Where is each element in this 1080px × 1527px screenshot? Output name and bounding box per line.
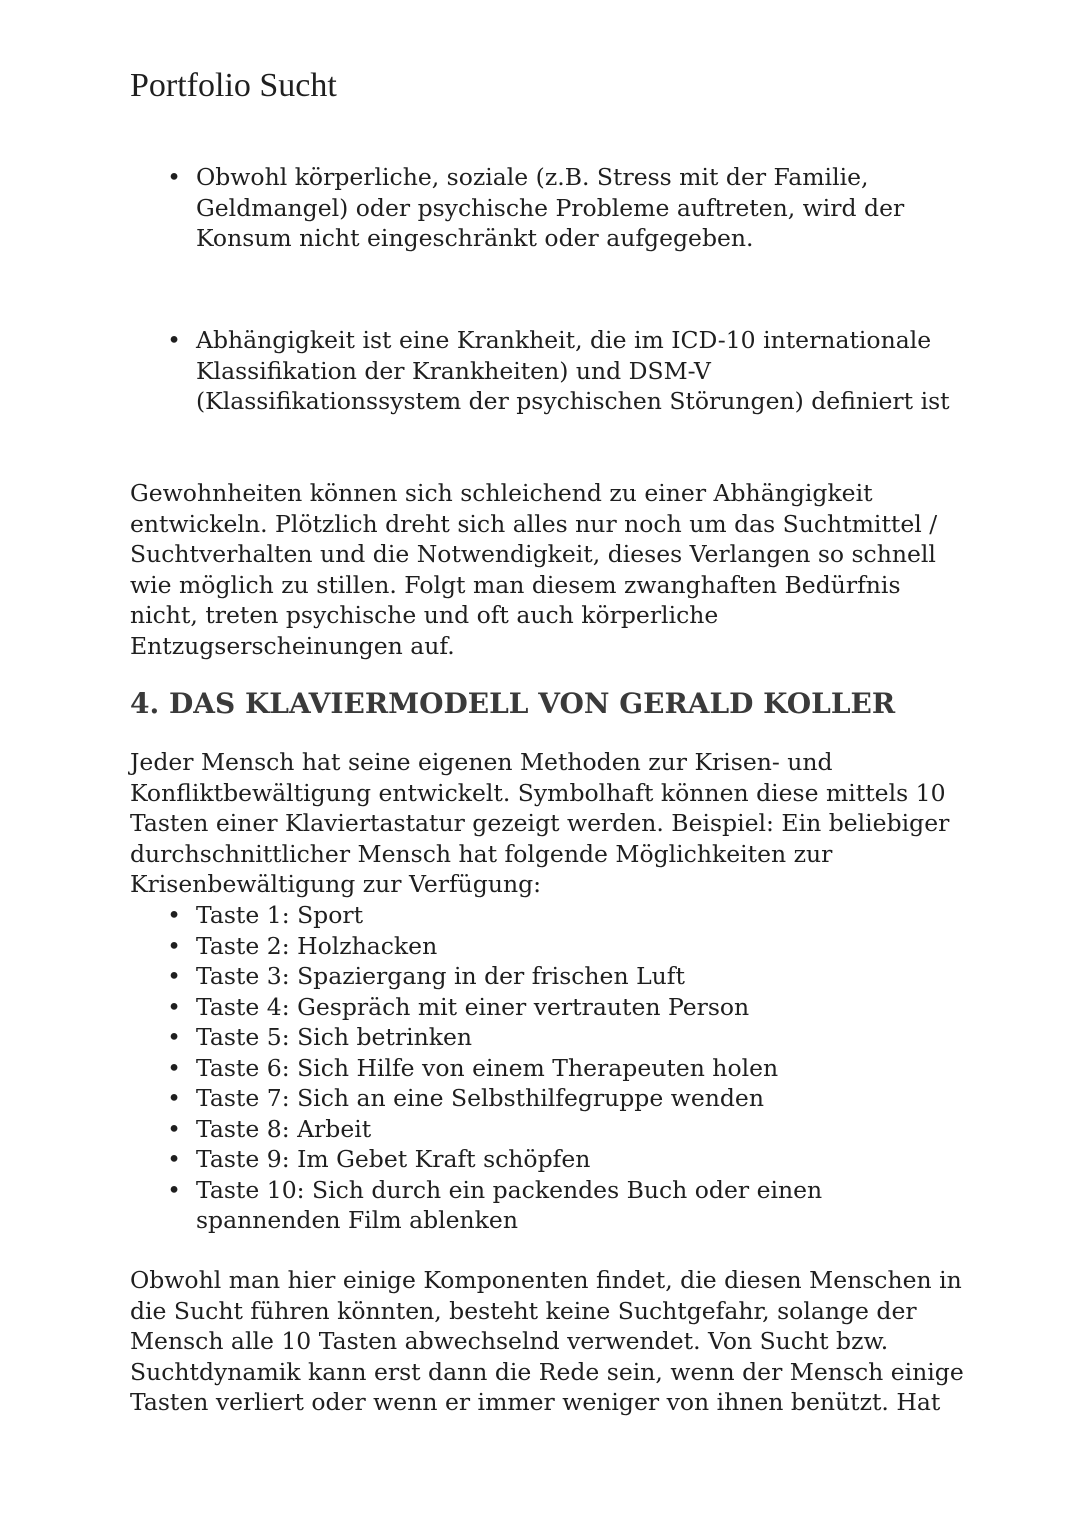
list-item [130,1114,1010,1145]
paragraph-line: Tasten verliert oder wenn er immer weniger von ihnen benützt. Hat [130,1388,941,1416]
list-item-line: Geldmangel) oder psychische Probleme auftreten, wird der [196,193,905,222]
list-item-line: Taste 10: Sich durch ein packendes Buch oder einen [196,1175,823,1204]
list-item-line: Taste 9: Im Gebet Kraft schöpfen [196,1145,591,1173]
paragraph-line: die Sucht führen könnten, besteht keine Suchtgefahr, solange der [130,1296,917,1325]
paragraph-line: nicht, treten psychische und oft auch körperliche [130,601,719,629]
list-item-line: (Klassifikationssystem der psychischen Störungen) definiert ist [196,387,950,415]
bullet-icon: • [167,1053,181,1082]
paragraph-line: Gewohnheiten können sich schleichend zu einer Abhängigkeit [130,479,873,507]
list-item [130,1053,1010,1084]
paragraph-line: wie möglich zu stillen. Folgt man diesem zwanghaften Bedürfnis [130,570,901,599]
paragraph-line: Suchtverhalten und die Notwendigkeit, dieses Verlangen so schnell [130,540,936,568]
bullet-icon: • [167,901,181,929]
list-item-line: Konsum nicht eingeschränkt oder aufgegeben. [196,224,754,252]
bullet-list-top-2 [130,325,1010,417]
paragraph-line: Krisenbewältigung zur Verfügung: [130,870,542,898]
list-item-line: Taste 2: Holzhacken [196,931,438,960]
paragraph-closing [130,1265,1030,1418]
list-item [130,1022,1010,1053]
list-item-line: Abhängigkeit ist eine Krankheit, die im ICD-10 internationale [196,326,932,354]
paragraph-line: Konfliktbewältigung entwickelt. Symbolhaft können diese mittels 10 [130,778,946,807]
list-item-line: Taste 3: Spaziergang in der frischen Luft [196,962,685,990]
list-item [130,1175,1010,1236]
bullet-icon: • [167,1114,181,1143]
bullet-list-top-1 [130,162,1010,254]
bullet-icon: • [167,1084,181,1112]
paragraph-line: entwickeln. Plötzlich dreht sich alles nur noch um das Suchtmittel / [130,509,938,538]
list-item-line: Taste 5: Sich betrinken [196,1023,473,1051]
list-item [130,325,1010,417]
list-item-line: Taste 7: Sich an eine Selbsthilfegruppe wenden [196,1084,764,1112]
bullet-icon: • [167,992,181,1021]
bullet-icon: • [167,1175,181,1204]
paragraph-line: Tasten einer Klaviertastatur gezeigt werden. Beispiel: Ein beliebiger [130,809,950,837]
paragraph-line: Obwohl man hier einige Komponenten findet, die diesen Menschen in [130,1266,962,1294]
list-item [130,162,1010,254]
list-item-line: Obwohl körperliche, soziale (z.B. Stress mit der Familie, [196,163,869,191]
list-item-line: Taste 8: Arbeit [196,1114,372,1143]
bullet-icon: • [167,962,181,990]
list-item-line: Taste 6: Sich Hilfe von einem Therapeuten holen [196,1053,779,1082]
bullet-icon: • [167,1145,181,1173]
list-item-line: Taste 4: Gespräch mit einer vertrauten Person [196,992,750,1021]
list-item [130,992,1010,1023]
paragraph-line: Entzugserscheinungen auf. [130,631,455,660]
paragraph-line: Mensch alle 10 Tasten abwechselnd verwendet. Von Sucht bzw. [130,1327,889,1355]
paragraph-line: durchschnittlicher Mensch hat folgende Möglichkeiten zur [130,839,833,868]
bullet-icon: • [167,931,181,960]
bullet-icon: • [167,1023,181,1051]
section-heading: 4. DAS KLAVIERMODELL VON GERALD KOLLER [130,687,896,720]
list-item [130,931,1010,962]
bullet-icon: • [167,326,181,354]
list-item [130,961,1010,992]
list-item [130,900,1010,931]
piano-keys-list [130,900,1010,1236]
list-item-line: Taste 1: Sport [196,901,364,929]
paragraph-intro [130,747,1030,900]
list-item-line: spannenden Film ablenken [196,1206,518,1234]
bullet-icon: • [167,163,181,191]
paragraph-line: Jeder Mensch hat seine eigenen Methoden zur Krisen- und [130,748,833,776]
list-item [130,1144,1010,1175]
paragraph-habits [130,478,1030,661]
list-item-line: Klassifikation der Krankheiten) und DSM-V [196,356,711,385]
list-item [130,1083,1010,1114]
paragraph-line: Suchtdynamik kann erst dann die Rede sein, wenn der Mensch einige [130,1357,964,1386]
page-header-title: Portfolio Sucht [130,67,337,104]
